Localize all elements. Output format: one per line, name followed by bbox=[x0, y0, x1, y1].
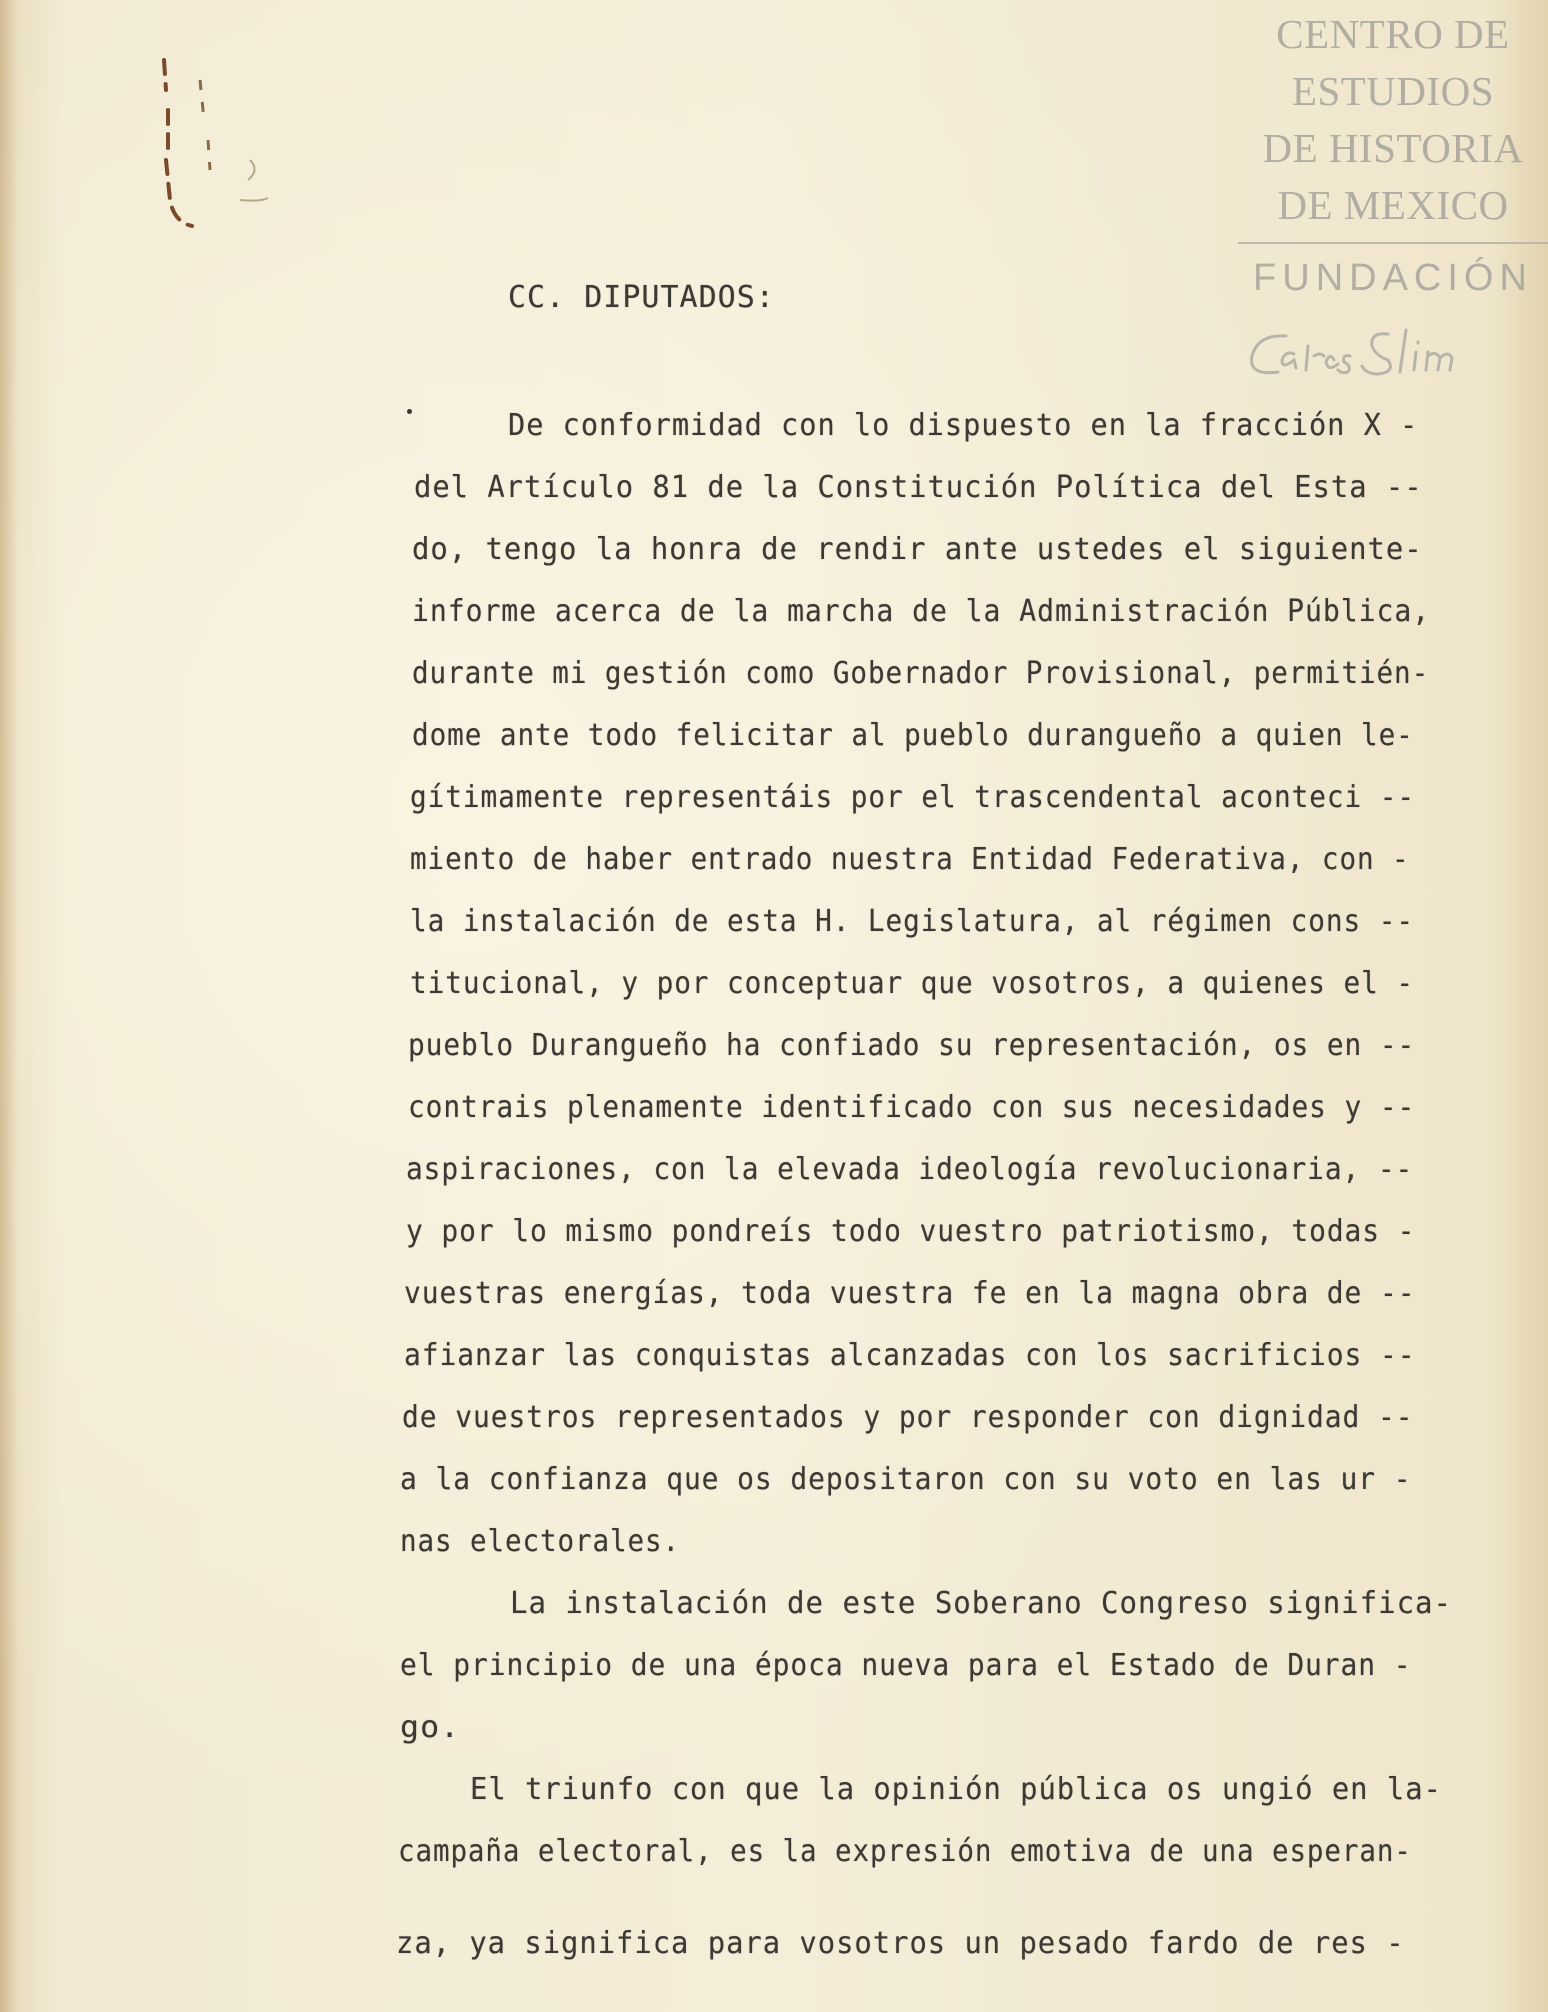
text-line: del Artículo 81 de la Constitución Política del Esta -- bbox=[414, 470, 1423, 505]
text-line: aspiraciones, con la elevada ideología revolucionaria, -- bbox=[406, 1152, 1414, 1187]
watermark bbox=[1238, 6, 1548, 386]
watermark-line: DE MEXICO bbox=[1277, 182, 1509, 228]
text-line: campaña electoral, es la expresión emotiva de una esperan- bbox=[398, 1834, 1412, 1869]
text-line: informe acerca de la marcha de la Administración Pública, bbox=[412, 594, 1431, 629]
text-line: contrais plenamente identificado con sus necesidades y -- bbox=[408, 1090, 1416, 1125]
text-line: go. bbox=[400, 1710, 461, 1745]
ink-dot bbox=[407, 409, 412, 414]
staple-marks bbox=[160, 50, 310, 230]
watermark-line: CENTRO DE bbox=[1276, 11, 1510, 57]
text-line: el principio de una época nueva para el Estado de Duran - bbox=[400, 1648, 1412, 1683]
text-line: La instalación de este Soberano Congreso significa- bbox=[510, 1586, 1453, 1621]
text-line: afianzar las conquistas alcanzadas con los sacrificios -- bbox=[404, 1338, 1416, 1373]
watermark-line: DE HISTORIA bbox=[1262, 125, 1524, 171]
text-line: dome ante todo felicitar al pueblo duranguеño a quien le- bbox=[412, 718, 1414, 753]
text-line: De conformidad con lo dispuesto en la fracción X - bbox=[508, 408, 1419, 443]
text-line: y por lo mismo pondreís todo vuestro patriotismo, todas - bbox=[406, 1214, 1416, 1249]
watermark-fundacion: FUNDACIÓN bbox=[1253, 257, 1533, 299]
text-line: vuestras energías, toda vuestra fe en la magna obra de -- bbox=[404, 1276, 1416, 1311]
text-line: miento de haber entrado nuestra Entidad Federativa, con - bbox=[410, 842, 1410, 877]
watermark-divider bbox=[1238, 242, 1548, 244]
salutation: CC. DIPUTADOS: bbox=[508, 280, 775, 315]
text-line: gítimamente representáis por el trascendental aconteci -- bbox=[410, 780, 1416, 815]
watermark-line: ESTUDIOS bbox=[1291, 68, 1495, 114]
text-line: El triunfo con que la opinión pública os ungió en la- bbox=[470, 1772, 1442, 1807]
text-line: pueblo Duranguеño ha confiado su representación, os en -- bbox=[408, 1028, 1416, 1063]
text-line: de vuestros representados y por responder con dignidad -- bbox=[402, 1400, 1414, 1435]
text-line: do, tengo la honra de rendir ante ustedes el siguiente- bbox=[412, 532, 1423, 567]
paper-edge bbox=[0, 0, 18, 2012]
text-line: durante mi gestión como Gobernador Provisional, permitién- bbox=[412, 656, 1430, 691]
text-line: la instalación de esta H. Legislatura, al régimen cons -- bbox=[410, 904, 1414, 939]
signature-logo bbox=[1238, 316, 1548, 386]
text-line: a la confianza que os depositaron con su voto en las ur - bbox=[400, 1462, 1412, 1497]
text-line: nas electorales. bbox=[400, 1524, 680, 1559]
text-line: titucional, y por conceptuar que vosotros, a quienes el - bbox=[410, 966, 1414, 1001]
text-line: za, ya significa para vosotros un pesado fardo de res - bbox=[396, 1926, 1405, 1961]
